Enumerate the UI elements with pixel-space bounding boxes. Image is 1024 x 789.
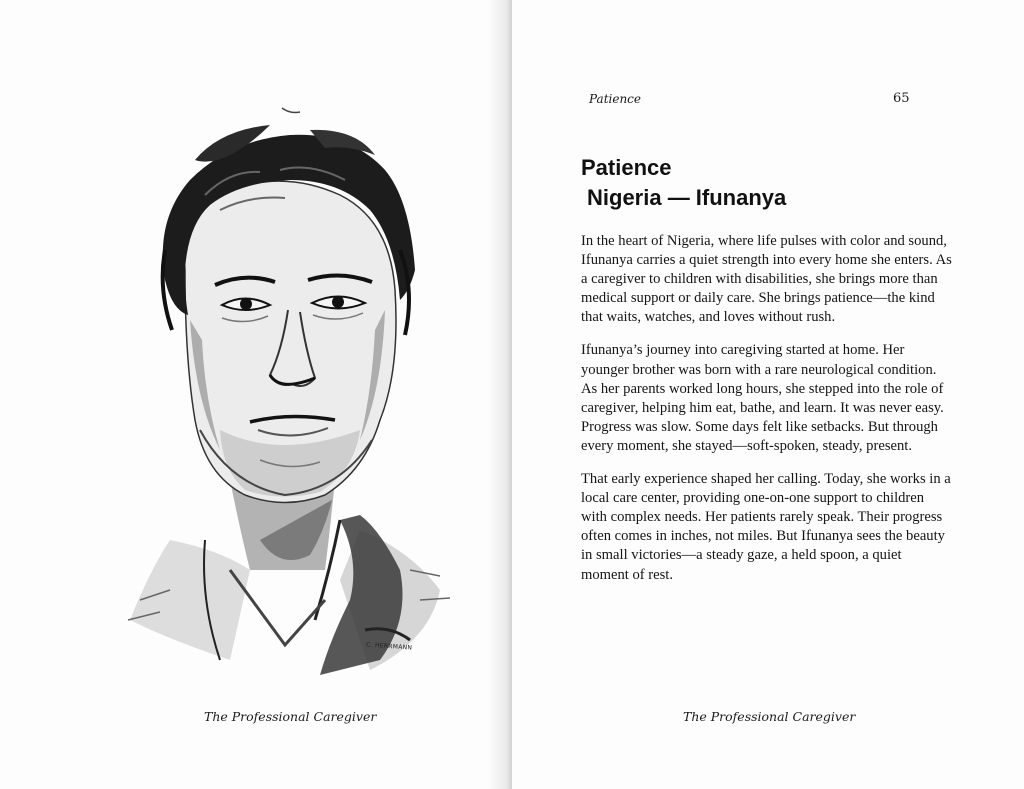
chapter-title: Patience (581, 155, 672, 180)
body-text (581, 232, 953, 599)
paragraph: In the heart of Nigeria, where life pulses with color and sound, Ifunanya carries a quiet strength into every home she enters. As a caregiver to children with disabilities, she brings more than medical support or daily care. She brings patience—the kind that waits, watches, and loves without rush. (581, 233, 952, 326)
right-page (512, 0, 1024, 789)
paragraph: Ifunanya’s journey into caregiving started at home. Her younger brother was born with a rare neurological condition. As her parents worked long hours, she stepped into the role of caregiver, helping him eat, bathe, and learn. It was never easy. Progress was slow. Some days felt like setbacks. But through every moment, she stayed—soft-spoken, steady, present. (581, 342, 944, 454)
page-number: 65 (893, 91, 910, 106)
footer-book-title-left: The Professional Caregiver (204, 709, 377, 724)
footer-book-title-right: The Professional Caregiver (683, 709, 856, 724)
portrait-illustration (110, 100, 470, 680)
paragraph: That early experience shaped her calling. Today, she works in a local care center, providing one-on-one support to children with complex needs. Her patients rarely speak. Their progress often comes in inches, not miles. But Ifunanya sees the beauty in small victories—a steady gaze, a held spoon, a quiet moment of rest. (581, 471, 951, 583)
artist-signature: C. HERRMANN (365, 641, 413, 652)
running-head: Patience (589, 92, 642, 106)
chapter-subtitle: Nigeria — Ifunanya (587, 185, 787, 210)
